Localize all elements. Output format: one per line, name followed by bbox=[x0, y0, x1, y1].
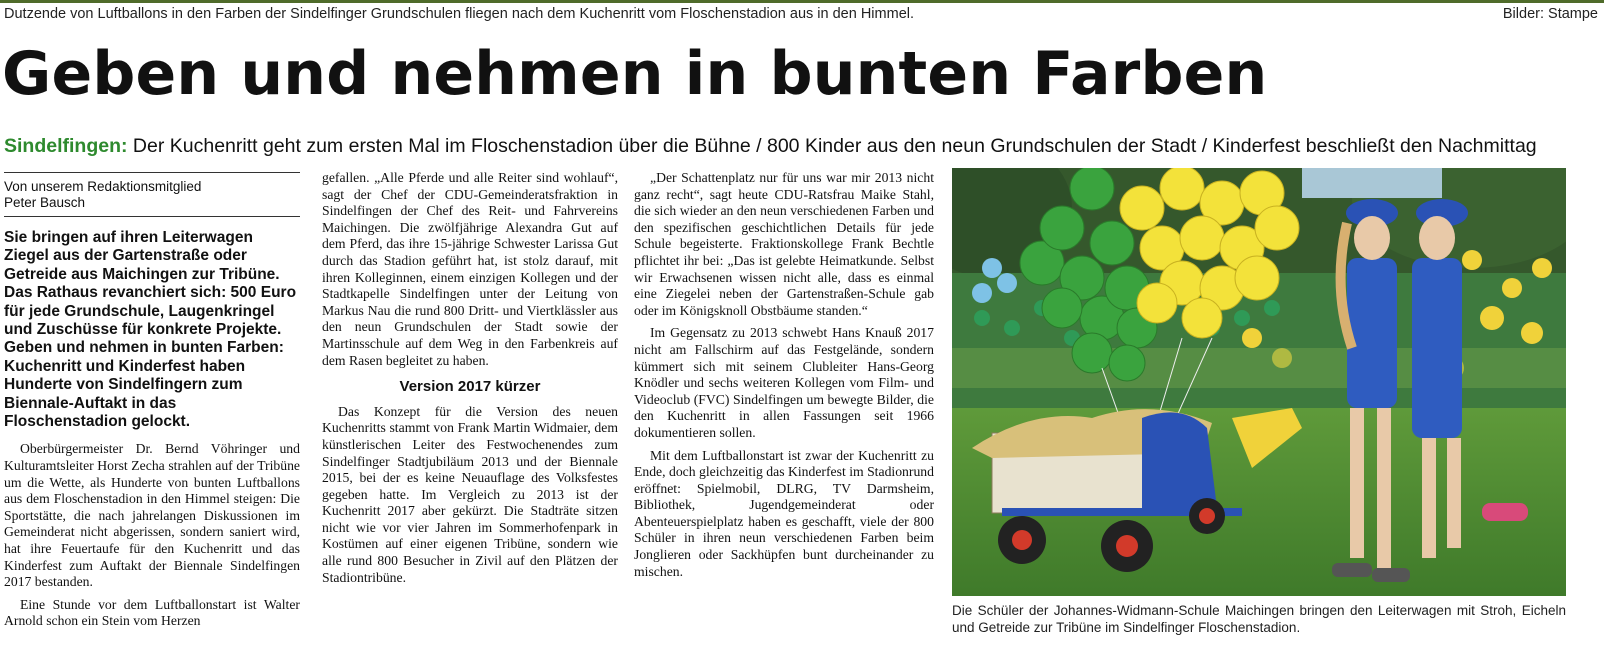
article-column-1 bbox=[4, 170, 300, 630]
article-column-3 bbox=[634, 170, 934, 580]
byline-author: Peter Bausch bbox=[4, 195, 86, 210]
top-photo-caption-row bbox=[4, 6, 1598, 22]
photo-balloons-wagon-children bbox=[952, 168, 1566, 596]
top-photo-strip bbox=[0, 0, 1604, 3]
article-photo bbox=[952, 168, 1566, 596]
dateline-place: Sindelfingen: bbox=[4, 135, 128, 157]
top-photo-caption: Dutzende von Luftballons in den Farben der Sindelfinger Grundschulen fliegen nach dem Kuchenritt vom Floschenstadion aus in den Himmel. bbox=[4, 6, 915, 22]
subheadline-text: Der Kuchenritt geht zum ersten Mal im Floschenstadion über die Bühne / 800 Kinder aus den neun Grundschulen der Stadt / Kinderfest beschließt den Nachmittag bbox=[127, 135, 1537, 157]
photo-credit: Bilder: Stampe bbox=[1502, 6, 1598, 22]
headline: Geben und nehmen in bunten Farben bbox=[2, 39, 1268, 109]
teaser: Sie bringen auf ihren Leiterwagen Ziegel aus der Gartenstraße oder Getreide aus Maichingen zur Tribüne. Das Rathaus revanchiert sich: 500 Euro für jede Grundschule, Laugenkringel und Zuschüsse für konkrete Projekte. Geben und nehmen in bunten Farben: Kuchenritt und Kinderfest haben Hunderte von Sindelfingern zum Biennale-Auftakt in das Floschenstadion gelockt. bbox=[4, 229, 297, 431]
section-subhead: Version 2017 kürzer bbox=[399, 378, 541, 396]
bottom-photo-caption: Die Schüler der Johannes-Widmann-Schule Maichingen bringen den Leiterwagen mit Stroh, Eicheln und Getreide zur Tribüne im Sindelfinger Floschenstadion. bbox=[952, 603, 1566, 635]
paragraph: „Der Schattenplatz nur für uns war mir 2013 nicht ganz recht“, sagt heute CDU-Ratsfrau Maike Stahl, die sich wieder an den neun verschiedenen Farben und den spezifischen geschichtlichen Details für jede Schule begeisterte. Fraktionskollege Frank Bechtle pflichtet ihr bei: „Das ist gelebte Heimatkunde. Selbst wir Erwachsenen wissen nicht alle, dass es einmal eine Ziegelei neben der Gartenstraßen-Schule gab oder im Königsknoll Obstbäume standen.“ bbox=[634, 170, 934, 318]
paragraph: Oberbürgermeister Dr. Bernd Vöhringer und Kulturamtsleiter Horst Zecha strahlen auf der Tribüne um die Wette, als Hunderte von bunten Luftballons aus dem Floschenstadion in den Himmel steigen: Die Sportstätte, die nach jahrelangen Diskussionen im Gemeinderat nicht abgerissen, sondern saniert wird, hat ihre Feuertaufe für den Kuchenritt und das Kinderfest zum Auftakt der Biennale Sindelfingen 2017 bestanden. bbox=[4, 441, 300, 590]
paragraph: Eine Stunde vor dem Luftballonstart ist Walter Arnold schon ein Stein vom Herzen bbox=[4, 596, 300, 629]
paragraph: Im Gegensatz zu 2013 schwebt Hans Knauß 2017 nicht am Fallschirm auf das Festgelände, sondern kümmert sich mit seinem Clubleiter Hans-Georg Knödler und sechs weiteren Kollegen vom Film- und Videoclub (FVC) Sindelfingen um bewegte Bilder, die den Kuchenritt in allen Fassungen seit 1966 dokumentieren sollen. bbox=[634, 325, 934, 440]
subheadline bbox=[4, 135, 1600, 158]
paragraph: Das Konzept für die Version des neuen Kuchenritts stammt von Frank Martin Widmaier, dem künstlerischen Leiter des Festwochenendes zum Sindelfinger Stadtjubiläum 2013 und der Biennale 2015, bei der es keine Neuauflage des Volksfestes gegeben hatte. Im Vergleich zu 2013 ist der Kuchenritt 2017 aber gekürzt. Die Stadträte sitzen nicht wie vor vier Jahren im Sommerhofenpark in Kostümen auf einer eigenen Tribüne, sondern wie alle rund 800 Besucher in Zivil auf den Plätzen der Stadiontribüne. bbox=[322, 403, 618, 585]
article-column-2 bbox=[322, 170, 618, 586]
byline-role: Von unserem Redaktionsmitglied bbox=[4, 179, 202, 194]
paragraph: Mit dem Luftballonstart ist zwar der Kuchenritt zu Ende, doch gleichzeitig das Kinderfest im Stadionrund eröffnet: Spielmobil, DLRG, TV Darmsheim, Bibliothek, Jugendgemeinderat oder Abenteuerspielplatz haben es geschafft, viele der 800 Schüler in ihren neun verschiedenen Farben beim Jonglieren oder Sackhüpfen bunt durcheinander zu mischen. bbox=[634, 447, 934, 579]
paragraph: gefallen. „Alle Pferde und alle Reiter sind wohlauf“, sagt der Chef der CDU-Gemeinderatsfraktion in Sindelfingen der Chef des Reit- und Fahrvereins Maichingen. Die zwölfjährige Alexandra Gut auf dem Pferd, das ihre 15-jährige Schwester Larissa Gut durch das Stadion geführt hat, ist stolz darauf, mit ihren Kolleginnen, einem einzigen Kollegen und der Stadtkapelle Sindelfingen unter der Leitung von Markus Nau die rund 800 Dritt- und Viertklässler aus den neun Grundschulen der Stadt sowie der Martinsschule auf dem Weg in den Farbenkreis auf dem Rasen begleitet zu haben. bbox=[322, 170, 618, 368]
byline bbox=[4, 172, 300, 217]
